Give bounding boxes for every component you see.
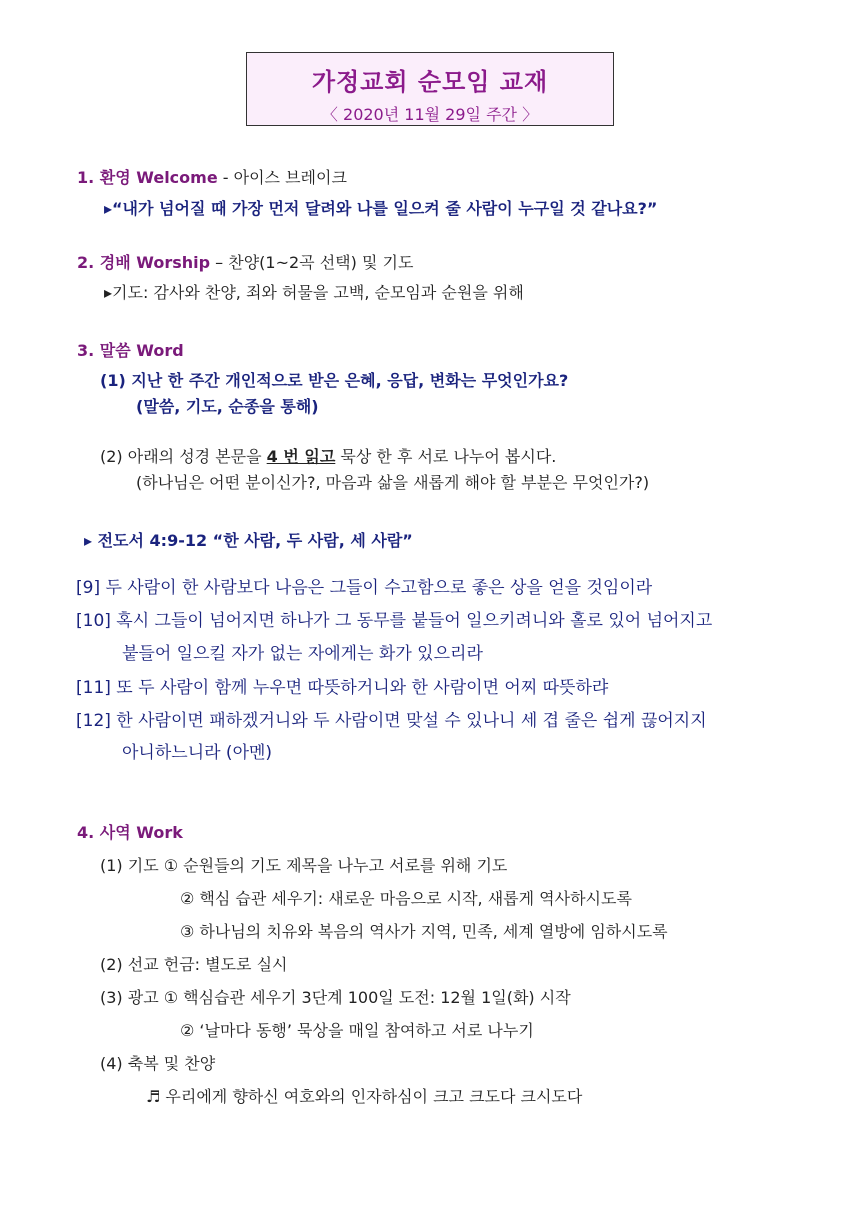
passage-reference: ▸ 전도서 4:9-12 “한 사람, 두 사람, 세 사람” — [84, 531, 413, 550]
closing-song: ♬ 우리에게 향하신 여호와의 인자하심이 크고 크도다 크시도다 — [146, 1087, 583, 1106]
question-2-post: 묵상 한 후 서로 나누어 봅시다. — [335, 447, 557, 466]
verse-11: [11] 또 두 사람이 함께 누우면 따뜻하거니와 한 사람이면 어찌 따뜻하랴 — [76, 678, 609, 698]
section-2-title: 2. 경배 Worship — [77, 253, 211, 272]
page-title: 가정교회 순모임 교재 — [311, 68, 549, 96]
verse-10: [10] 혹시 그들이 넘어지면 하나가 그 동무를 붙들어 일으키려니와 홀로 있어 넘어지고 — [76, 611, 713, 631]
work-item-3: (3) 광고 ① 핵심습관 세우기 3단계 100일 도전: 12월 1일(화) 시작 — [100, 988, 571, 1007]
question-2-pre: (2) 아래의 성경 본문을 — [100, 447, 267, 466]
question-1: (1) 지난 한 주간 개인적으로 받은 은혜, 응답, 변화는 무엇인가요? — [100, 371, 569, 390]
section-1-title: 1. 환영 Welcome — [77, 168, 218, 187]
verse-9: [9] 두 사람이 한 사람보다 나음은 그들이 수고함으로 좋은 상을 얻을 것임이라 — [76, 578, 653, 598]
work-item-3-2: ② ‘날마다 동행’ 묵상을 매일 참여하고 서로 나누기 — [180, 1021, 534, 1040]
section-4-heading: 4. 사역 Work — [77, 823, 183, 842]
section-2-rest: – 찬양(1~2곡 선택) 및 기도 — [210, 253, 414, 272]
work-item-1-3: ③ 하나님의 치유와 복음의 역사가 지역, 민족, 세계 열방에 임하시도록 — [180, 922, 668, 941]
work-item-1: (1) 기도 ① 순원들의 기도 제목을 나누고 서로를 위해 기도 — [100, 856, 508, 875]
section-1-question: ▸“내가 넘어질 때 가장 먼저 달려와 나를 일으켜 줄 사람이 누구일 것 같나요?” — [104, 199, 658, 218]
section-1-heading — [77, 167, 347, 189]
verse-12: [12] 한 사람이면 패하겠거니와 두 사람이면 맞설 수 있나니 세 겹 줄은 쉽게 끊어지지 — [76, 711, 707, 731]
question-2-emphasis: 4 번 읽고 — [266, 447, 336, 466]
verse-12-cont: 아니하느니라 (아멘) — [122, 743, 273, 763]
page-subtitle: 〈 2020년 11월 29일 주간 〉 — [321, 105, 539, 124]
work-item-2: (2) 선교 헌금: 별도로 실시 — [100, 955, 288, 974]
verse-10-cont: 붙들어 일으킬 자가 없는 자에게는 화가 있으리라 — [122, 644, 483, 664]
work-item-4: (4) 축복 및 찬양 — [100, 1054, 216, 1073]
work-item-1-2: ② 핵심 습관 세우기: 새로운 마음으로 시작, 새롭게 역사하시도록 — [180, 889, 632, 908]
question-2-note: (하나님은 어떤 분이신가?, 마음과 삶을 새롭게 해야 할 부분은 무엇인가?) — [136, 473, 650, 492]
question-2 — [100, 446, 556, 468]
section-3-heading: 3. 말씀 Word — [77, 341, 184, 360]
section-2-prayer: ▸기도: 감사와 찬양, 죄와 허물을 고백, 순모임과 순원을 위해 — [104, 283, 524, 302]
section-1-rest: - 아이스 브레이크 — [217, 168, 347, 187]
section-2-heading — [77, 252, 413, 274]
title-box — [246, 52, 614, 126]
question-1-note: (말씀, 기도, 순종을 통해) — [136, 397, 319, 416]
